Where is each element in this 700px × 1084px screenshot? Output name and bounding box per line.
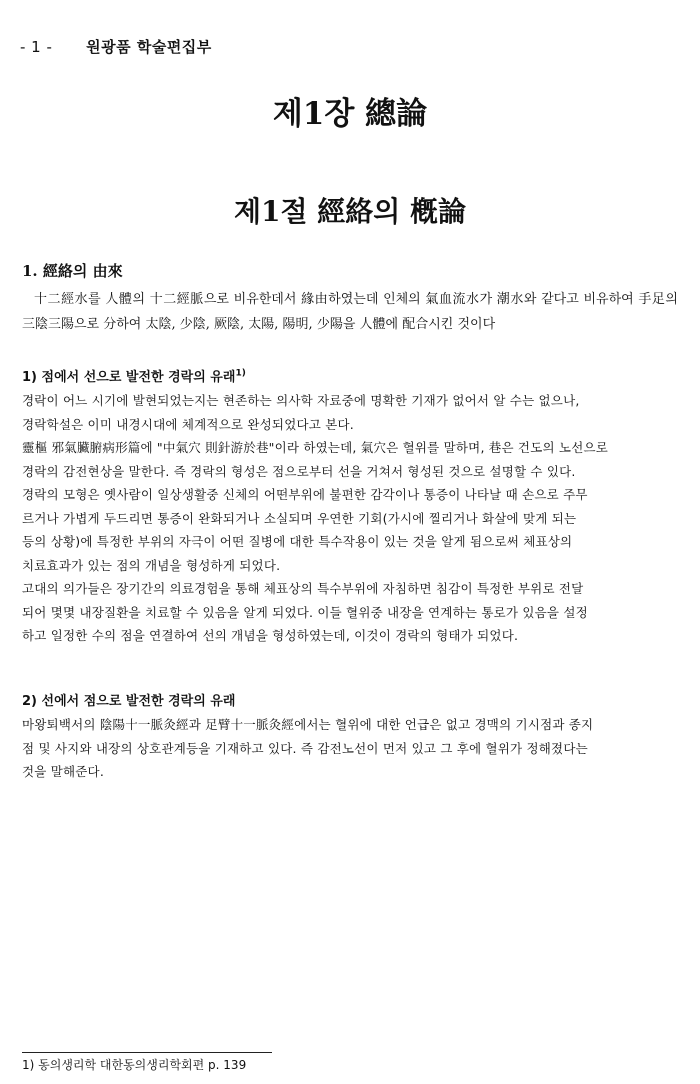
subsection-paragraph: 十二經水를 人體의 十二經脈으로 비유한데서 緣由하였는데 인체의 氣血流水가 潮水와 같다고 비유하여 手足의 三陰三陽으로 分하여 太陰, 少陰, 厥陰, 太陽, 陽明, 少陽을 人體에 配合시킨 것이다 [22,292,678,332]
point1-line: 靈樞 邪氣臟腑病形篇에 "中氣穴 則針游於巷"이라 하였는데, 氣穴은 혈위를 말하며, 巷은 건도의 노선으로 [22,440,609,455]
point1-line: 경락의 감전현상을 말한다. 즉 경락의 형성은 점으로부터 선을 거쳐서 형성된 것으로 설명할 수 있다. [22,463,576,479]
point1-heading [22,366,678,385]
point1-line: 고대의 의가들은 장기간의 의료경험을 통해 체표상의 특수부위에 자침하면 침감이 특정한 부위로 전달 [22,581,584,596]
footnote-divider [22,1052,272,1053]
point1-line: 하고 일정한 수의 점을 연결하여 선의 개념을 형성하였는데, 이것이 경락의 형태가 되었다. [22,628,519,643]
point2-line: 점 및 사지와 내장의 상호관계등을 기재하고 있다. 즉 감전노선이 먼저 있고 그 후에 혈위가 정해졌다는 [22,740,588,756]
book-title: 원광품 학술편집부 [86,38,212,56]
page-header [20,36,212,57]
point1-line: 경락의 모형은 옛사람이 일상생활중 신체의 어떤부위에 불편한 감각이나 통증이 나타날 때 손으로 주무 [22,487,588,502]
section-title: 제1절 經絡의 槪論 [233,195,467,228]
point1-line: 등의 상황)에 특정한 부위의 자극이 어떤 질병에 대한 특수작용이 있는 것을 알게 됨으로써 체표상의 [22,534,573,549]
point1-line: 치료효과가 있는 점의 개념을 형성하게 되었다. [22,557,281,573]
point1-line: 경락학설은 이미 내경시대에 체계적으로 완성되었다고 본다. [22,416,354,432]
footnote-ref: 1) [235,368,246,379]
point1-line: 르거나 가볍게 두드리면 통증이 완화되거나 소실되며 우연한 기회(가시에 찔리거나 화살에 맞게 되는 [22,510,577,526]
point1-line: 경락이 어느 시기에 발현되었는지는 현존하는 의사학 자료중에 명확한 기재가 없어서 알 수는 없으나, [22,393,580,408]
point1-line: 되어 몇몇 내장질환을 치료할 수 있음을 알게 되었다. 이들 혈위중 내장을 연계하는 통로가 있음을 설정 [22,604,588,620]
subsection-heading: 1. 經絡의 由來 [22,262,123,280]
point1-block [22,366,678,648]
point2-line: 마왕퇴백서의 陰陽十一脈灸經과 足臂十一脈灸經에서는 혈위에 대한 언급은 없고 경맥의 기시점과 종지 [22,717,594,732]
chapter-title: 제1장 總論 [272,96,428,132]
page-number: - 1 - [20,38,53,56]
point2-line: 것을 말해준다. [22,764,104,779]
point2-heading: 2) 선에서 점으로 발전한 경락의 유래 [22,694,236,709]
subsection-origin [22,260,678,337]
footnote: 1) 동의생리학 대한동의생리학회편 p. 139 [22,1058,247,1072]
point2-block [22,690,678,784]
point1-body [22,389,678,648]
point2-body [22,713,678,784]
point1-heading-text: 1) 점에서 선으로 발전한 경락의 유래 [22,370,236,385]
